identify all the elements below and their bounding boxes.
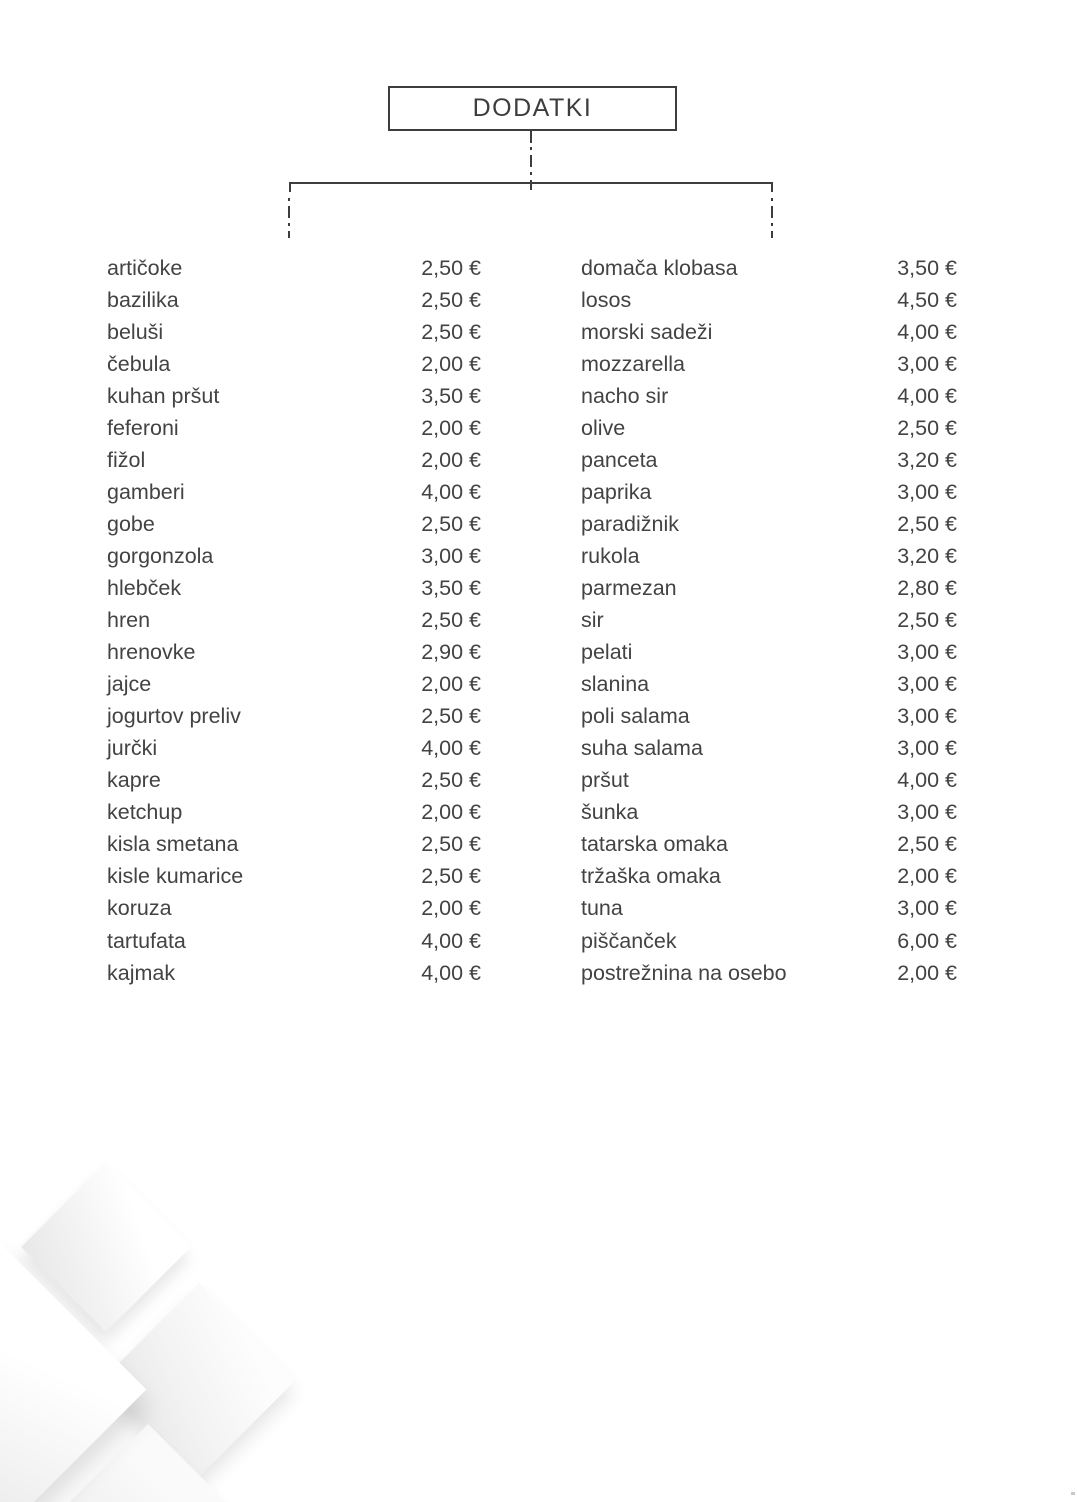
item-label: tartufata <box>107 928 186 953</box>
menu-item-row <box>581 572 957 604</box>
item-price: 3,50 € <box>897 255 957 280</box>
watermark-paper-square-right <box>103 1283 297 1477</box>
item-label: piščanček <box>581 928 677 953</box>
item-price: 2,00 € <box>421 415 481 440</box>
menu-item-row <box>581 829 957 861</box>
item-label: artičoke <box>107 255 183 280</box>
menu-item-row <box>107 508 481 540</box>
menu-item-row <box>581 797 957 829</box>
item-price: 3,00 € <box>897 800 957 825</box>
item-price: 4,00 € <box>421 736 481 761</box>
item-price: 2,50 € <box>421 864 481 889</box>
item-price: 2,50 € <box>421 511 481 536</box>
item-price: 2,50 € <box>897 608 957 633</box>
item-price: 2,00 € <box>421 351 481 376</box>
menu-item-row <box>107 252 481 284</box>
item-price: 2,50 € <box>421 255 481 280</box>
page-edge-mark <box>1071 1492 1075 1495</box>
item-label: jurčki <box>107 736 158 761</box>
connector-drop-right <box>771 198 773 238</box>
item-label: gamberi <box>107 479 185 504</box>
menu-item-row <box>107 540 481 572</box>
menu-item-row <box>107 637 481 669</box>
item-price: 3,00 € <box>897 351 957 376</box>
item-label: kapre <box>107 768 161 793</box>
item-label: paradižnik <box>581 511 679 536</box>
menu-item-row <box>107 957 481 989</box>
menu-item-row <box>107 605 481 637</box>
menu-item-row <box>581 252 957 284</box>
menu-column-left <box>107 252 481 989</box>
item-price: 4,00 € <box>421 479 481 504</box>
item-price: 4,00 € <box>897 768 957 793</box>
item-price: 2,00 € <box>421 896 481 921</box>
item-label: jogurtov preliv <box>107 704 241 729</box>
menu-item-row <box>581 284 957 316</box>
item-price: 2,50 € <box>421 287 481 312</box>
item-price: 2,00 € <box>421 447 481 472</box>
item-label: ketchup <box>107 800 183 825</box>
menu-item-row <box>581 412 957 444</box>
item-price: 2,50 € <box>421 704 481 729</box>
menu-item-row <box>107 861 481 893</box>
item-label: kisle kumarice <box>107 864 244 889</box>
item-label: morski sadeži <box>581 319 713 344</box>
item-price: 3,50 € <box>421 575 481 600</box>
menu-item-row <box>107 893 481 925</box>
menu-item-row <box>581 861 957 893</box>
menu-item-row <box>107 348 481 380</box>
menu-item-row <box>107 316 481 348</box>
item-label: poli salama <box>581 704 690 729</box>
item-price: 2,50 € <box>897 415 957 440</box>
item-label: jajce <box>107 672 152 697</box>
watermark-paper-square-top <box>21 1162 191 1332</box>
item-label: tržaška omaka <box>581 864 721 889</box>
item-label: beluši <box>107 319 164 344</box>
connector-stem-solid <box>530 129 532 143</box>
menu-item-row <box>107 733 481 765</box>
item-label: sir <box>581 608 604 633</box>
item-label: kuhan pršut <box>107 383 220 408</box>
menu-column-right <box>581 252 957 989</box>
item-price: 2,00 € <box>897 960 957 985</box>
item-price: 2,90 € <box>421 640 481 665</box>
menu-item-row <box>581 476 957 508</box>
item-label: pelati <box>581 640 633 665</box>
menu-item-row <box>107 476 481 508</box>
menu-item-row <box>581 925 957 957</box>
item-price: 6,00 € <box>897 928 957 953</box>
menu-item-row <box>581 957 957 989</box>
section-title-box <box>388 86 677 131</box>
item-label: postrežnina na osebo <box>581 960 787 985</box>
menu-item-row <box>581 765 957 797</box>
item-price: 4,50 € <box>897 287 957 312</box>
item-price: 2,50 € <box>421 768 481 793</box>
item-label: tatarska omaka <box>581 832 728 857</box>
item-price: 4,00 € <box>421 928 481 953</box>
item-price: 3,00 € <box>897 479 957 504</box>
item-label: čebula <box>107 351 171 376</box>
item-price: 3,20 € <box>897 447 957 472</box>
item-price: 3,00 € <box>897 640 957 665</box>
item-label: domača klobasa <box>581 255 738 280</box>
item-price: 2,50 € <box>421 832 481 857</box>
menu-item-row <box>107 669 481 701</box>
item-price: 2,50 € <box>897 832 957 857</box>
item-price: 3,00 € <box>897 704 957 729</box>
item-price: 2,00 € <box>421 672 481 697</box>
item-label: gorgonzola <box>107 543 214 568</box>
menu-item-row <box>581 605 957 637</box>
item-label: kajmak <box>107 960 176 985</box>
item-label: bazilika <box>107 287 179 312</box>
item-label: hlebček <box>107 575 182 600</box>
item-label: fižol <box>107 447 146 472</box>
menu-item-row <box>107 284 481 316</box>
menu-item-row <box>107 925 481 957</box>
item-label: gobe <box>107 511 155 536</box>
item-label: šunka <box>581 800 639 825</box>
item-price: 2,50 € <box>897 511 957 536</box>
menu-item-row <box>581 637 957 669</box>
menu-item-row <box>581 701 957 733</box>
watermark-paper-square-bottom <box>42 1424 254 1502</box>
menu-item-row <box>107 380 481 412</box>
menu-item-row <box>581 893 957 925</box>
item-price: 4,00 € <box>421 960 481 985</box>
item-label: pršut <box>581 768 629 793</box>
item-price: 4,00 € <box>897 319 957 344</box>
menu-item-row <box>581 380 957 412</box>
menu-item-row <box>107 829 481 861</box>
item-price: 3,50 € <box>421 383 481 408</box>
item-price: 2,00 € <box>897 864 957 889</box>
watermark-paper-square-left <box>0 1235 146 1502</box>
menu-item-row <box>581 540 957 572</box>
menu-item-row <box>581 508 957 540</box>
item-label: nacho sir <box>581 383 669 408</box>
item-label: hren <box>107 608 151 633</box>
item-label: kisla smetana <box>107 832 239 857</box>
item-price: 4,00 € <box>897 383 957 408</box>
item-price: 3,00 € <box>897 896 957 921</box>
menu-item-row <box>107 444 481 476</box>
item-label: feferoni <box>107 415 179 440</box>
menu-item-row <box>107 797 481 829</box>
menu-item-row <box>107 412 481 444</box>
section-title: DODATKI <box>472 94 593 122</box>
item-price: 3,00 € <box>421 543 481 568</box>
item-price: 2,80 € <box>897 575 957 600</box>
item-label: mozzarella <box>581 351 685 376</box>
item-price: 2,50 € <box>421 319 481 344</box>
item-label: tuna <box>581 896 623 921</box>
item-price: 3,00 € <box>897 736 957 761</box>
menu-item-row <box>107 572 481 604</box>
item-label: rukola <box>581 543 640 568</box>
item-label: koruza <box>107 896 172 921</box>
item-label: panceta <box>581 447 658 472</box>
menu-item-row <box>581 348 957 380</box>
menu-item-row <box>107 701 481 733</box>
item-label: olive <box>581 415 626 440</box>
item-price: 3,00 € <box>897 672 957 697</box>
item-price: 2,50 € <box>421 608 481 633</box>
item-label: suha salama <box>581 736 703 761</box>
connector-drop-left <box>288 198 290 238</box>
item-label: paprika <box>581 479 652 504</box>
menu-item-row <box>581 316 957 348</box>
connector-stem-dashdot <box>530 147 532 182</box>
item-label: parmezan <box>581 575 677 600</box>
item-price: 2,00 € <box>421 800 481 825</box>
item-label: slanina <box>581 672 650 697</box>
menu-item-row <box>581 733 957 765</box>
menu-item-row <box>107 765 481 797</box>
menu-item-row <box>581 669 957 701</box>
item-label: losos <box>581 287 632 312</box>
connector-center-tick <box>530 182 532 190</box>
item-label: hrenovke <box>107 640 196 665</box>
item-price: 3,20 € <box>897 543 957 568</box>
menu-item-row <box>581 444 957 476</box>
